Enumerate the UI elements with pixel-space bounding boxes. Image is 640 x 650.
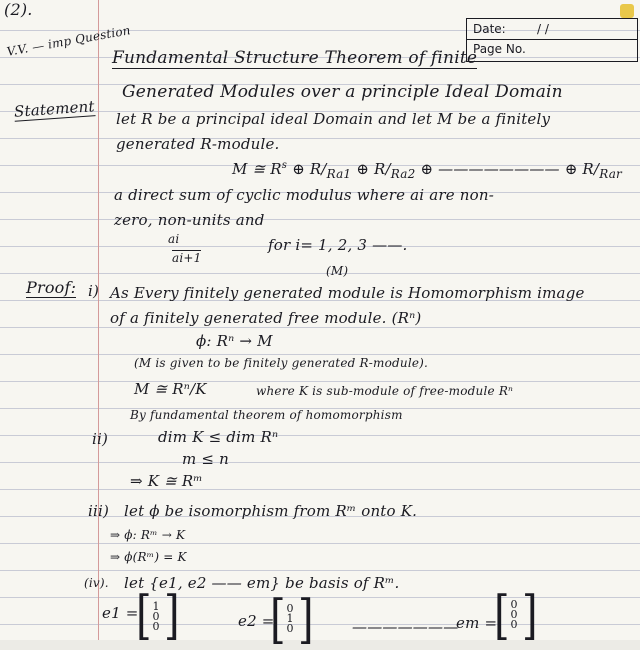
equation-term: Ra1	[326, 167, 352, 181]
dim-line: dim K ≤ dim Rⁿ	[158, 428, 279, 446]
step-iv-label: (iv).	[84, 576, 109, 590]
iv-line: let {e1, e2 —— em} be basis of Rᵐ.	[124, 574, 400, 592]
iso-line: M ≅ Rⁿ/K	[134, 380, 207, 398]
equation-term: ⊕ R/	[356, 160, 391, 178]
e2-label: e2 =	[238, 612, 275, 630]
equation-term: ⊕ R/	[292, 160, 327, 178]
fraction-numerator: ai	[168, 232, 180, 246]
date-box-divider	[467, 39, 637, 40]
phi-map: ϕ: Rⁿ → M	[196, 332, 273, 350]
fraction-denominator: ai+1	[172, 251, 202, 265]
implies-k: ⇒ K ≅ Rᵐ	[130, 472, 203, 490]
equation-lhs: M ≅ R	[232, 160, 282, 178]
vector-entry: 0	[152, 610, 160, 623]
e2-left-bracket: [	[270, 590, 286, 650]
statement-line-3: a direct sum of cyclic modulus where ai are non-	[114, 186, 495, 204]
dash: ———————	[352, 618, 459, 636]
em-vector	[508, 600, 520, 630]
vector-entry: 1	[152, 600, 160, 613]
margin-line	[98, 0, 99, 640]
e1-vector	[150, 602, 162, 632]
importance-note: V.V. — imp Question	[5, 23, 132, 59]
vector-entry: 0	[510, 608, 518, 621]
proof-label: Proof:	[26, 278, 77, 297]
by-line: By fundamental theorem of homomorphism	[130, 408, 403, 422]
marker: (M)	[326, 264, 349, 278]
e1-left-bracket: [	[136, 586, 152, 646]
step-i-line-1: As Every finitely generated module is Homomorphism image	[110, 284, 585, 302]
statement-line-1: let R be a principal ideal Domain and let M be a finitely	[116, 110, 551, 128]
vector-entry: 0	[152, 620, 160, 633]
e1-right-bracket: ]	[164, 586, 180, 646]
step-iii-label: iii)	[88, 502, 110, 520]
vector-entry: 0	[286, 602, 294, 615]
title-line-1: Fundamental Structure Theorem of finite	[112, 48, 478, 68]
given-note: (M is given to be finitely generated R-module).	[134, 356, 429, 370]
equation-term: Rar	[599, 167, 622, 181]
iii-line: let ϕ be isomorphism from Rᵐ onto K.	[124, 502, 418, 520]
statement-label: Statement	[13, 97, 96, 121]
equation-term: ⊕ ———————— ⊕ R/	[420, 160, 600, 178]
corner-tab	[620, 4, 634, 18]
vector-entry: 0	[510, 618, 518, 631]
equation-term: Ra2	[390, 167, 416, 181]
step-ii-label: ii)	[92, 430, 109, 448]
statement-line-4: zero, non-units and	[114, 211, 265, 229]
vector-entry: 1	[286, 612, 294, 625]
e2-right-bracket: ]	[298, 590, 314, 650]
page-number: (2).	[4, 0, 33, 19]
m-le-n: m ≤ n	[182, 450, 229, 468]
em-left-bracket: [	[494, 586, 510, 646]
iso-note: where K is sub-module of free-module Rⁿ	[256, 384, 514, 398]
iii-map-2: ⇒ ϕ(Rᵐ) = K	[110, 550, 187, 564]
em-label: em =	[456, 614, 498, 632]
statement-line-2: generated R-module.	[116, 135, 280, 153]
page-no-label: Page No.	[473, 42, 526, 56]
step-i-line-2: of a finitely generated free module. (Rⁿ)	[110, 309, 422, 327]
step-i-label: i)	[88, 282, 100, 300]
date-label: Date:	[473, 22, 506, 36]
for-clause: for i= 1, 2, 3 ——.	[268, 236, 408, 254]
title-line-2: Generated Modules over a principle Ideal Domain	[122, 82, 563, 102]
e1-label: e1 =	[102, 604, 139, 622]
iii-map-1: ⇒ ϕ: Rᵐ → K	[110, 528, 186, 542]
equation	[232, 160, 622, 181]
vector-entry: 0	[510, 598, 518, 611]
e2-vector	[284, 604, 296, 634]
em-right-bracket: ]	[522, 586, 538, 646]
date-box	[466, 18, 638, 62]
date-value: / /	[537, 22, 549, 36]
vector-entry: 0	[286, 622, 294, 635]
equation-lhs-exp: s	[281, 160, 288, 171]
